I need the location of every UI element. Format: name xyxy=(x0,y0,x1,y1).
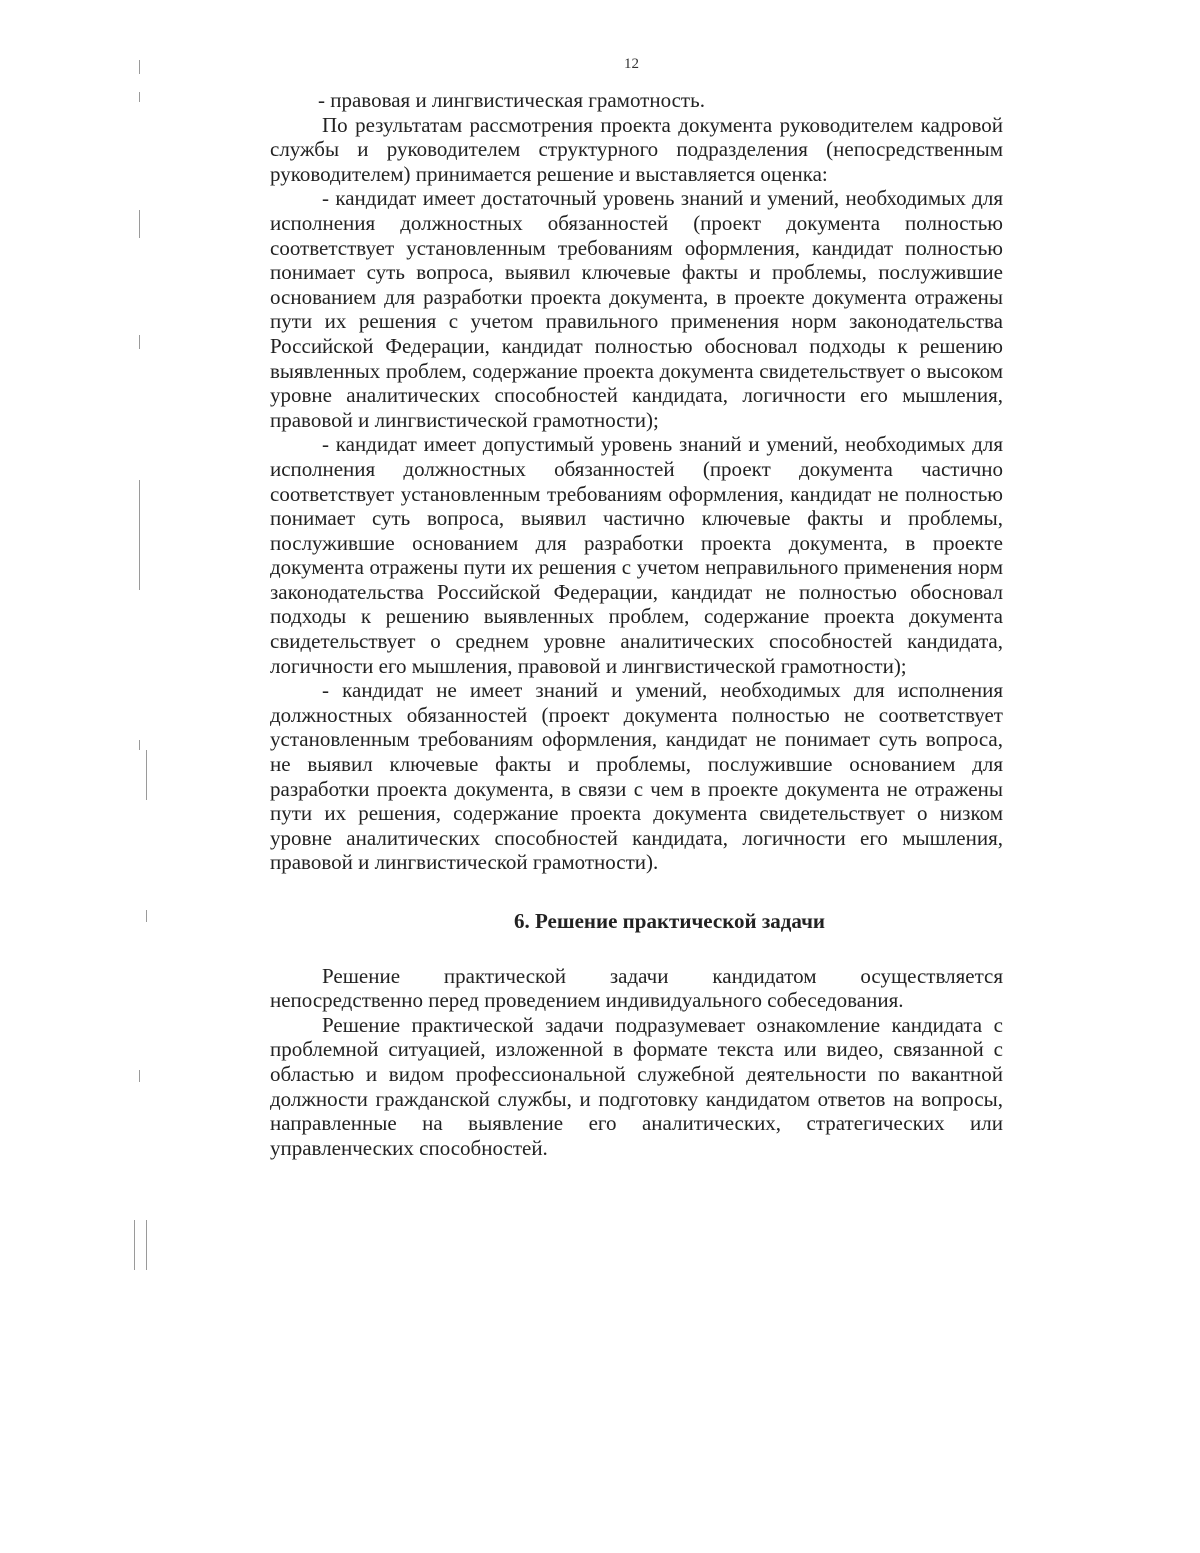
paragraph: - правовая и лингвистическая грамотность. xyxy=(318,88,705,112)
paragraph: - кандидат не имеет знаний и умений, необходимых для исполнения должностных обязанностей (проект документа полностью не соответствует установленным требованиям оформления, кандидат не понимает суть вопроса, не выявил ключевые факты и проблемы, послужившие основанием для разработки проекта документа, в связи с чем в проекте документа не отражены пути их решения, содержание проекта документа свидетельствует о низком уровне аналитических способностей кандидата, логичности его мышления, правовой и лингвистической грамотности). xyxy=(270,678,1003,875)
scan-artifact-line xyxy=(134,1220,135,1270)
paragraph: - кандидат имеет достаточный уровень знаний и умений, необходимых для исполнения должностных обязанностей (проект документа полностью соответствует установленным требованиям оформления, кандидат полностью понимает суть вопроса, выявил ключевые факты и проблемы, послужившие основанием для разработки проекта документа, в проекте документа отражены пути их решения с учетом правильного применения норм законодательства Российской Федерации, кандидат полностью обосновал подходы к решению выявленных проблем, содержание проекта документа свидетельствует о высоком уровне аналитических способностей кандидата, логичности его мышления, правовой и лингвистической грамотности); xyxy=(270,186,1003,432)
scan-artifact-line xyxy=(139,1070,140,1082)
document-body xyxy=(270,88,1003,1160)
scan-artifact-line xyxy=(146,750,147,800)
scan-artifact-line xyxy=(146,910,147,922)
paragraph: Решение практической задачи подразумевает ознакомление кандидата с проблемной ситуацией, изложенной в формате текста или видео, связанной с областью и видом профессиональной служебной деятельности по вакантной должности гражданской службы, и подготовку кандидатом ответов на вопросы, направленные на выявление его аналитических, стратегических или управленческих способностей. xyxy=(270,1012,1003,1160)
scan-artifact-line xyxy=(139,740,140,750)
scan-artifact-line xyxy=(139,210,140,238)
paragraph: - кандидат имеет допустимый уровень знаний и умений, необходимых для исполнения должностных обязанностей (проект документа частично соответствует установленным требованиям оформления, кандидат не полностью понимает суть вопроса, выявил частично ключевые факты и проблемы, послужившие основанием для разработки проекта документа, в проекте документа отражены пути их решения с учетом неправильного применения норм законодательства Российской Федерации, кандидат не полностью обосновал подходы к решению выявленных проблем, содержание проекта документа свидетельствует о среднем уровне аналитических способностей кандидата, логичности его мышления, правовой и лингвистической грамотности); xyxy=(270,432,1003,678)
scan-artifact-line xyxy=(146,1220,147,1270)
page-number: 12 xyxy=(624,56,639,72)
paragraph: Решение практической задачи кандидатом осуществляется непосредственно перед проведением индивидуального собеседования. xyxy=(270,963,1003,1013)
paragraph: По результатам рассмотрения проекта документа руководителем кадровой службы и руководителем структурного подразделения (непосредственным руководителем) принимается решение и выставляется оценка: xyxy=(270,112,1003,186)
scan-artifact-line xyxy=(139,335,140,349)
scan-artifact-line xyxy=(139,480,140,590)
scan-artifact-line xyxy=(139,92,140,102)
section-heading: 6. Решение практической задачи xyxy=(513,909,826,933)
